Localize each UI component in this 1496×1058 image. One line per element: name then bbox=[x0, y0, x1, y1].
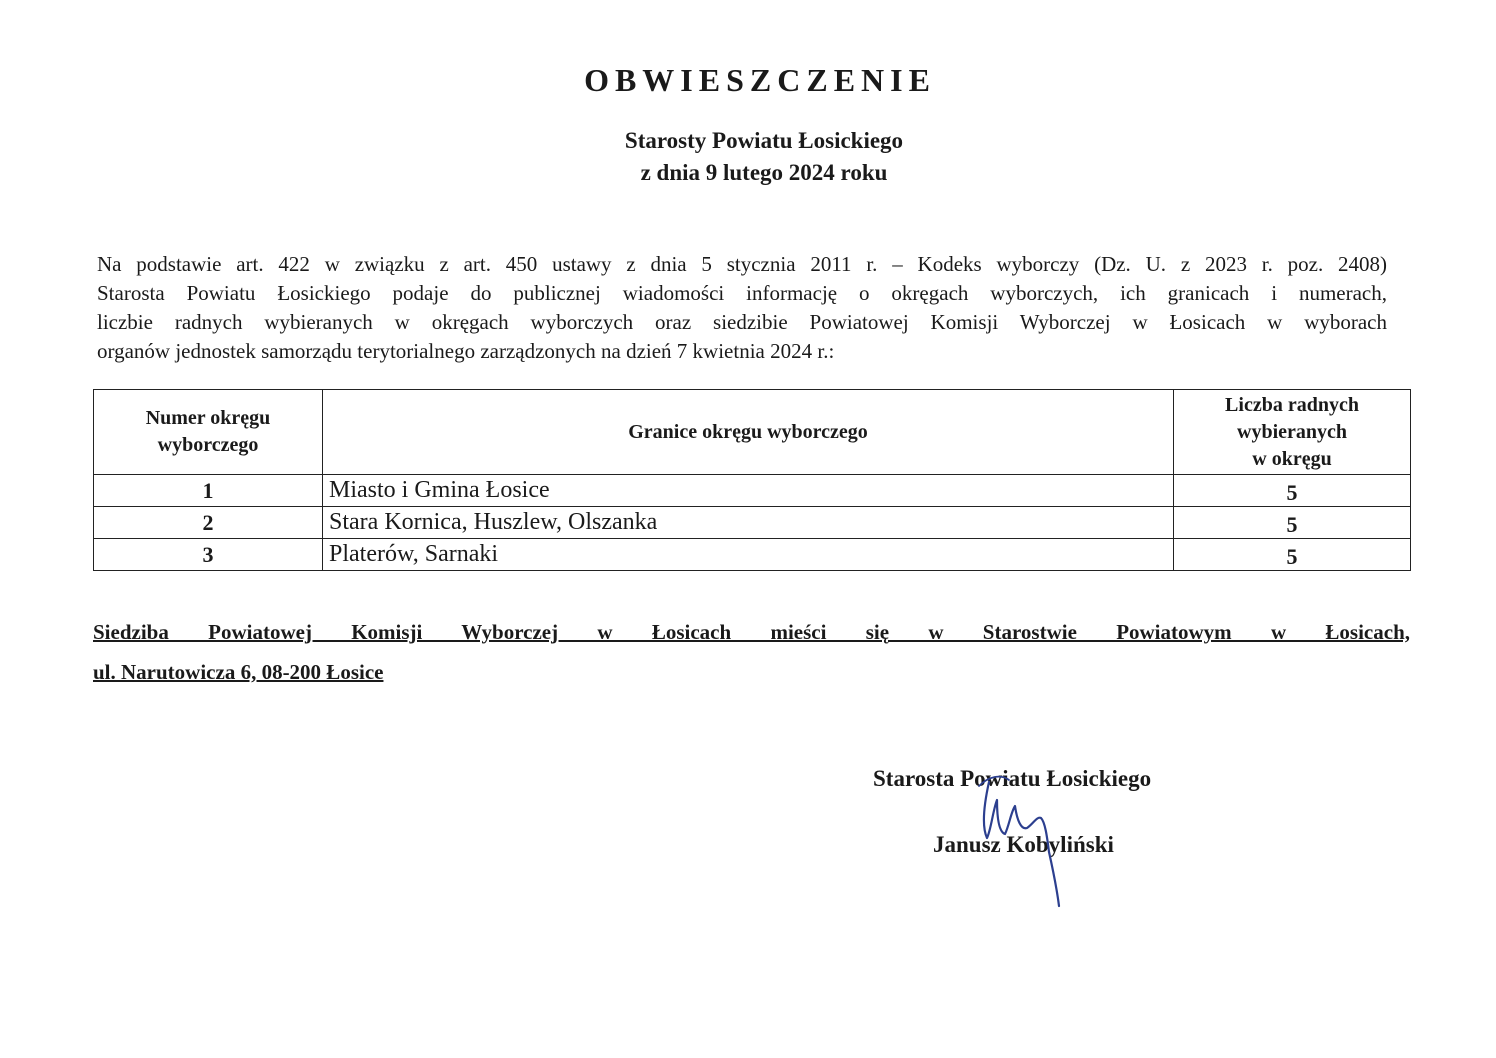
signer-title: Starosta Powiatu Łosickiego bbox=[873, 766, 1152, 791]
district-boundaries: Miasto i Gmina Łosice bbox=[323, 475, 1174, 507]
table-header-row bbox=[94, 390, 1411, 475]
document-title: OBWIESZCZENIE bbox=[584, 62, 936, 98]
header-text: Numer okręgu bbox=[145, 407, 271, 429]
commission-seat-notice bbox=[93, 612, 1410, 692]
seat-address: ul. Narutowicza 6, 08-200 Łosice bbox=[93, 660, 384, 684]
header-text: wybieranych bbox=[1237, 420, 1347, 443]
intro-line: organów jednostek samorządu terytorialnego zarządzonych na dzień 7 kwietnia 2024 r.: bbox=[97, 339, 835, 363]
intro-paragraph bbox=[97, 250, 1387, 366]
header-district-number bbox=[94, 390, 323, 475]
intro-line: Starosta Powiatu Łosickiego podaje do publicznej wiadomości informację o okręgach wyborczych, ich granicach i numerach, bbox=[97, 281, 1387, 305]
header-text: wyborczego bbox=[157, 434, 259, 456]
header-councillor-count bbox=[1174, 390, 1411, 475]
intro-line: Na podstawie art. 422 w związku z art. 450 ustawy z dnia 5 stycznia 2011 r. – Kodeks wyborczy (Dz. U. z 2023 r. poz. 2408) bbox=[97, 252, 1387, 276]
district-boundaries: Stara Kornica, Huszlew, Olszanka bbox=[323, 507, 1174, 539]
districts-table bbox=[93, 389, 1411, 571]
councillor-count: 5 bbox=[1174, 539, 1411, 571]
date-line: z dnia 9 lutego 2024 roku bbox=[640, 160, 888, 185]
handwritten-signature bbox=[975, 760, 1065, 910]
header-text: w okręgu bbox=[1252, 447, 1332, 470]
district-boundaries: Platerów, Sarnaki bbox=[323, 539, 1174, 571]
header-text: Liczba radnych bbox=[1225, 393, 1359, 416]
councillor-count: 5 bbox=[1174, 507, 1411, 539]
district-number: 2 bbox=[94, 507, 323, 539]
table-row bbox=[94, 475, 1411, 507]
intro-line: liczbie radnych wybieranych w okręgach wyborczych oraz siedzibie Powiatowej Komisji Wyborczej w Łosicach w wyborach bbox=[97, 310, 1387, 334]
councillor-count: 5 bbox=[1174, 475, 1411, 507]
district-number: 1 bbox=[94, 475, 323, 507]
district-number: 3 bbox=[94, 539, 323, 571]
header-boundaries: Granice okręgu wyborczego bbox=[323, 390, 1174, 475]
table-row bbox=[94, 539, 1411, 571]
signer-name: Janusz Kobyliński bbox=[933, 832, 1114, 857]
table-row bbox=[94, 507, 1411, 539]
seat-line: Siedziba Powiatowej Komisji Wyborczej w Łosicach mieści się w Starostwie Powiatowym w Łosicach, bbox=[93, 620, 1410, 644]
issuer-line: Starosty Powiatu Łosickiego bbox=[624, 128, 904, 153]
